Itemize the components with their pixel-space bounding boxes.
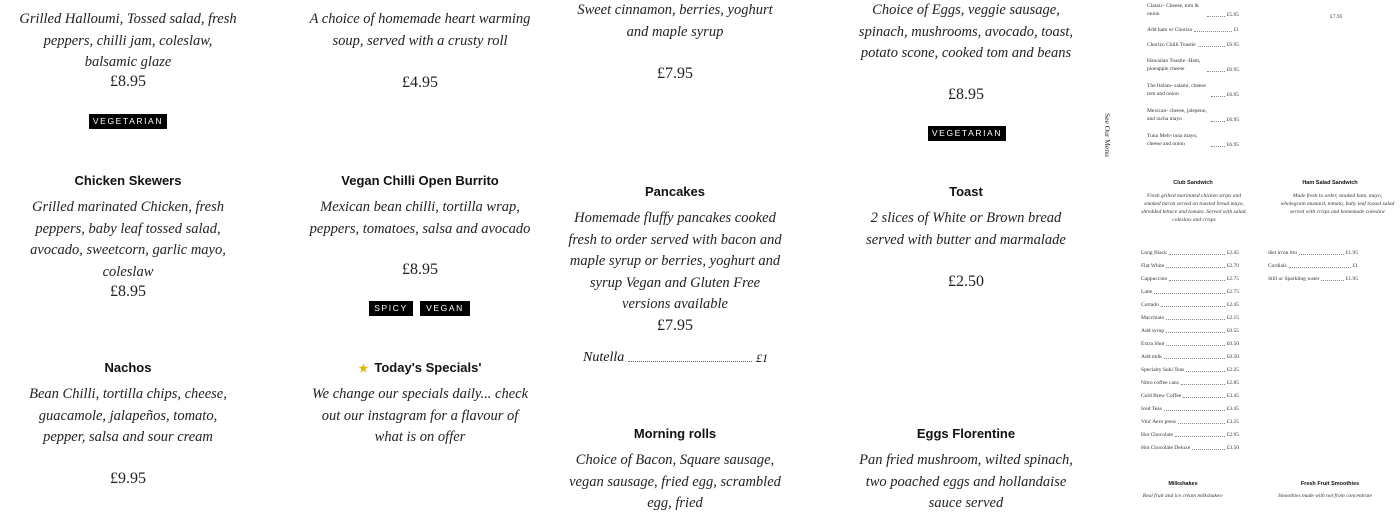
halloumi-description: Grilled Halloumi, Tossed salad, fresh peppers, chilli jam, coleslaw, balsamic glaze — [19, 11, 237, 70]
ham-salad-description: Made fresh to order, smoked ham, mayo, wholegrain mustard, tomato, baby leaf tossed salad served with crisps and homemade coleslaw — [1280, 193, 1395, 215]
soup-description: A choice of homemade heart warming soup, served with a crusty roll — [309, 11, 531, 49]
nutella-price: £1 — [756, 351, 768, 365]
soft-drink-row: Still or Sparkling water £1.95 — [1268, 276, 1358, 282]
todays-specials-description: We change our specials daily... check out our instagram for a flavour of what is on offer — [311, 386, 529, 445]
morning-rolls-title: Morning rolls — [633, 426, 717, 441]
smoothies-title: Fresh Fruit Smoothies — [1300, 481, 1360, 487]
nachos-description: Bean Chilli, tortilla chips, cheese, guacamole, jalapeños, tomato, pepper, salsa and sour cream — [29, 386, 227, 445]
vegan-badge: VEGAN — [420, 301, 470, 316]
chicken-skewers-description: Grilled marinated Chicken, fresh peppers, baby leaf tossed salad, avocado, sweetcorn, garlic mayo, coleslaw — [30, 199, 226, 280]
sweet-price: £7.95 — [657, 65, 693, 82]
drink-row: Cold Brew Coffee £3.45 — [1141, 393, 1239, 399]
pancakes-description: Homemade fluffy pancakes cooked fresh to order served with bacon and maple syrup or berries, yoghurt and syrup Vegan and Gluten Free versions available — [568, 210, 782, 312]
drink-row: Iced Teas £3.45 — [1141, 406, 1239, 412]
pancakes-title: Pancakes — [645, 184, 705, 199]
drink-row: Add milk £0.50 — [1141, 354, 1239, 360]
breakfast-description: Choice of Eggs, veggie sausage, spinach, mushrooms, avocado, toast, potato scone, cooked tom and beans — [858, 2, 1074, 61]
see-our-menu-label: See Our Menu — [1103, 113, 1112, 157]
leader-dots — [628, 360, 752, 362]
drink-row: Macchiato £2.15 — [1141, 315, 1239, 321]
star-icon: ★ — [358, 363, 369, 375]
toast-description: 2 slices of White or Brown bread served with butter and marmalade — [866, 210, 1066, 248]
toastie-row: The Italian- salami, cheese tom and onion £6.95 — [1147, 83, 1239, 98]
nutella-addon-row — [583, 350, 768, 366]
todays-specials-label: Today's Specials' — [374, 360, 482, 375]
toast-price: £2.50 — [948, 273, 984, 290]
drink-row: Hot Chocolate £2.95 — [1141, 432, 1239, 438]
toastie-row: Classic- Cheese, tom & onion £5.95 — [1147, 3, 1239, 18]
eggs-florentine-title: Eggs Florentine — [916, 426, 1016, 441]
halloumi-price: £8.95 — [110, 73, 146, 90]
drink-row: Latte £2.75 — [1141, 289, 1239, 295]
nachos-price: £9.95 — [110, 470, 146, 487]
pancakes-price: £7.95 — [657, 317, 693, 334]
drink-row: Cortado £2.45 — [1141, 302, 1239, 308]
see-our-menu-tab[interactable] — [1098, 113, 1120, 163]
drink-row: Specialty Suki Teas £2.25 — [1141, 367, 1239, 373]
club-sandwich-description: Fresh grilled marinated chicken strips and smoked bacon served on toasted bread mayo, shredded lettuce and tomato. Served with salad, coleslaw and crisps — [1141, 193, 1247, 223]
drink-row: Extra Shot £0.50 — [1141, 341, 1239, 347]
chicken-skewers-title: Chicken Skewers — [74, 173, 182, 188]
todays-specials-title — [308, 360, 532, 375]
toastie-list — [1147, 0, 1239, 160]
eggs-florentine-description: Pan fried mushroom, wilted spinach, two poached eggs and hollandaise sauce served — [859, 452, 1073, 511]
milkshakes-title: Milkshakes — [1168, 481, 1198, 487]
toastie-row: Add ham or Chorizo £1 — [1147, 27, 1239, 33]
sweet-description: Sweet cinnamon, berries, yoghurt and maple syrup — [577, 2, 773, 40]
breakfast-price: £8.95 — [948, 86, 984, 103]
spicy-badge: SPICY — [369, 301, 413, 316]
burrito-title: Vegan Chilli Open Burrito — [341, 173, 499, 188]
soft-drink-row: Cordials £1 — [1268, 263, 1358, 269]
thumb-price: £7.95 — [1330, 14, 1343, 20]
toastie-row: Hawaiian Toastie -Ham, pineapple cheese £6.95 — [1147, 58, 1239, 73]
smoothies-description: Smoothies made with not from concentrate — [1277, 493, 1373, 499]
drink-row: Hot Chocolate Deluxe £3.50 — [1141, 445, 1239, 451]
ham-salad-title: Ham Salad Sandwich — [1302, 180, 1358, 186]
milkshakes-description: Real fruit and ice cream milkshakes- — [1142, 493, 1224, 499]
burrito-description: Mexican bean chilli, tortilla wrap, peppers, tomatoes, salsa and avocado — [309, 199, 531, 237]
drink-row: Vita' Aero press £3.25 — [1141, 419, 1239, 425]
soup-price: £4.95 — [402, 74, 438, 91]
drink-row: Flat White £2.70 — [1141, 263, 1239, 269]
menu-thumbnail — [1130, 0, 1400, 500]
nutella-label: Nutella — [583, 350, 625, 365]
soft-drink-row: diet irron bru £1.95 — [1268, 250, 1358, 256]
toastie-row: Chorizo Chilli Toastie £6.95 — [1147, 42, 1239, 48]
burrito-price: £8.95 — [402, 261, 438, 278]
chicken-skewers-price: £8.95 — [110, 283, 146, 300]
toast-title: Toast — [949, 184, 983, 199]
nachos-title: Nachos — [104, 360, 152, 375]
vegetarian-badge: VEGETARIAN — [89, 114, 167, 129]
club-sandwich-title: Club Sandwich — [1173, 180, 1213, 186]
toastie-row: Mexican- cheese, jalepeno, and racha mayo £6.95 — [1147, 108, 1239, 123]
morning-rolls-description: Choice of Bacon, Square sausage, vegan sausage, fried egg, scrambled egg, fried — [569, 452, 781, 511]
drink-row: Nitro coffee cans £2.85 — [1141, 380, 1239, 386]
drink-row: Long Black £2.45 — [1141, 250, 1239, 256]
drink-row: Add syrup £0.55 — [1141, 328, 1239, 334]
drink-row: Cappuccino £2.75 — [1141, 276, 1239, 282]
vegetarian-badge: VEGETARIAN — [928, 126, 1006, 141]
toastie-row: Tuna Melt- tuna mayo, cheese and onion £6.95 — [1147, 133, 1239, 148]
